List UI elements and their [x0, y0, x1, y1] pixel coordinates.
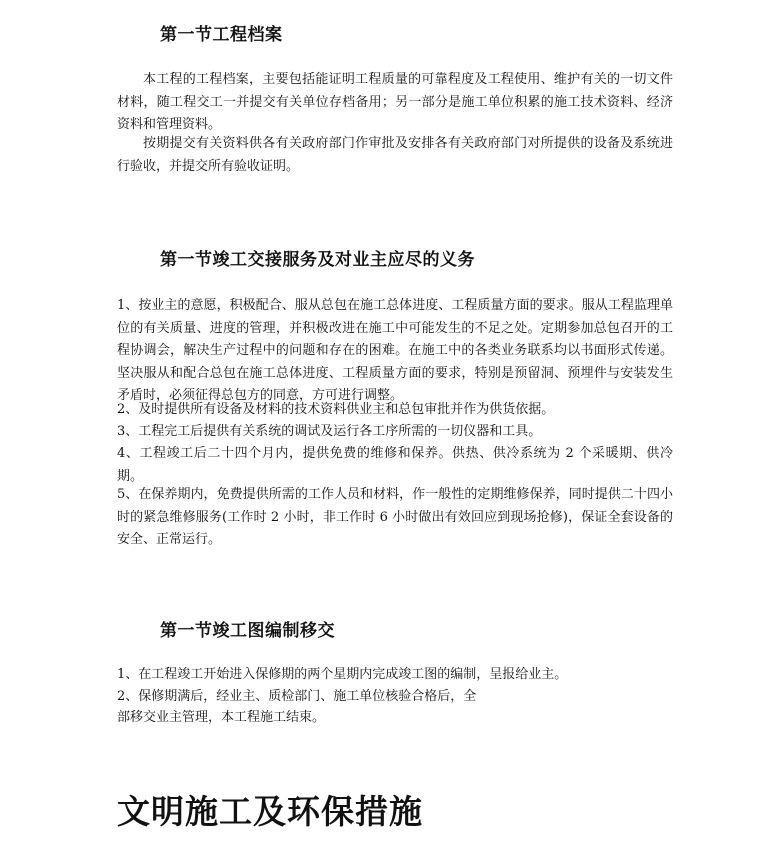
handover-item-3: 3、工程完工后提供有关系统的调试及运行各工序所需的一切仪器和工具。 [117, 424, 542, 439]
section-title-archives: 第一节工程档案 [160, 25, 283, 45]
drawings-line-2: 2、保修期满后，经业主、质检部门、施工单位核验合格后，全 [117, 689, 477, 704]
section-title-handover-service: 第一节竣工交接服务及对业主应尽的义务 [160, 250, 475, 270]
handover-item-4: 4、工程竣工后二十四个月内，提供免费的维修和保养。供热、供冷系统为 2 个采暖期、供冷期。 [117, 446, 673, 484]
archives-paragraph-1: 本工程的工程档案，主要包括能证明工程质量的可靠程度及工程使用、维护有关的一切文件材料，随工程交工一并提交有关单位存档备用；另一部分是施工单位积累的施工技术资料、经济资料和管理资料。 [117, 72, 673, 132]
section-title-as-built-drawings: 第一节竣工图编制移交 [160, 621, 335, 641]
drawings-line-3: 部移交业主管理，本工程施工结束。 [117, 710, 326, 725]
handover-item-2: 2、及时提供所有设备及材料的技术资料供业主和总包审批并作为供货依据。 [117, 402, 555, 417]
handover-item-5: 5、在保养期内，免费提供所需的工作人员和材料，作一般性的定期维修保养，同时提供二十四小时的紧急维修服务(工作时 2 小时，非工作时 6 小时做出有效回应到现场抢修)，保证全套设备的安全、正常运行。 [117, 487, 673, 547]
drawings-line-1: 1、在工程竣工开始进入保修期的两个星期内完成竣工图的编制，呈报给业主。 [117, 667, 568, 682]
next-chapter-heading: 文明施工及环保措施 [117, 792, 423, 831]
handover-item-1: 1、按业主的意愿，积极配合、服从总包在施工总体进度、工程质量方面的要求。服从工程监理单位的有关质量、进度的管理，并积极改进在施工中可能发生的不足之处。定期参加总包召开的工程协调会，解决生产过程中的问题和存在的困难。在施工中的各类业务联系均以书面形式传递。坚决服从和配合总包在施工总体进度、工程质量方面的要求，特别是预留洞、预埋件与安装发生矛盾时，必须征得总包方的同意，方可进行调整。 [117, 298, 673, 403]
archives-paragraph-2: 按期提交有关资料供各有关政府部门作审批及安排各有关政府部门对所提供的设备及系统进行验收，并提交所有验收证明。 [117, 136, 673, 174]
